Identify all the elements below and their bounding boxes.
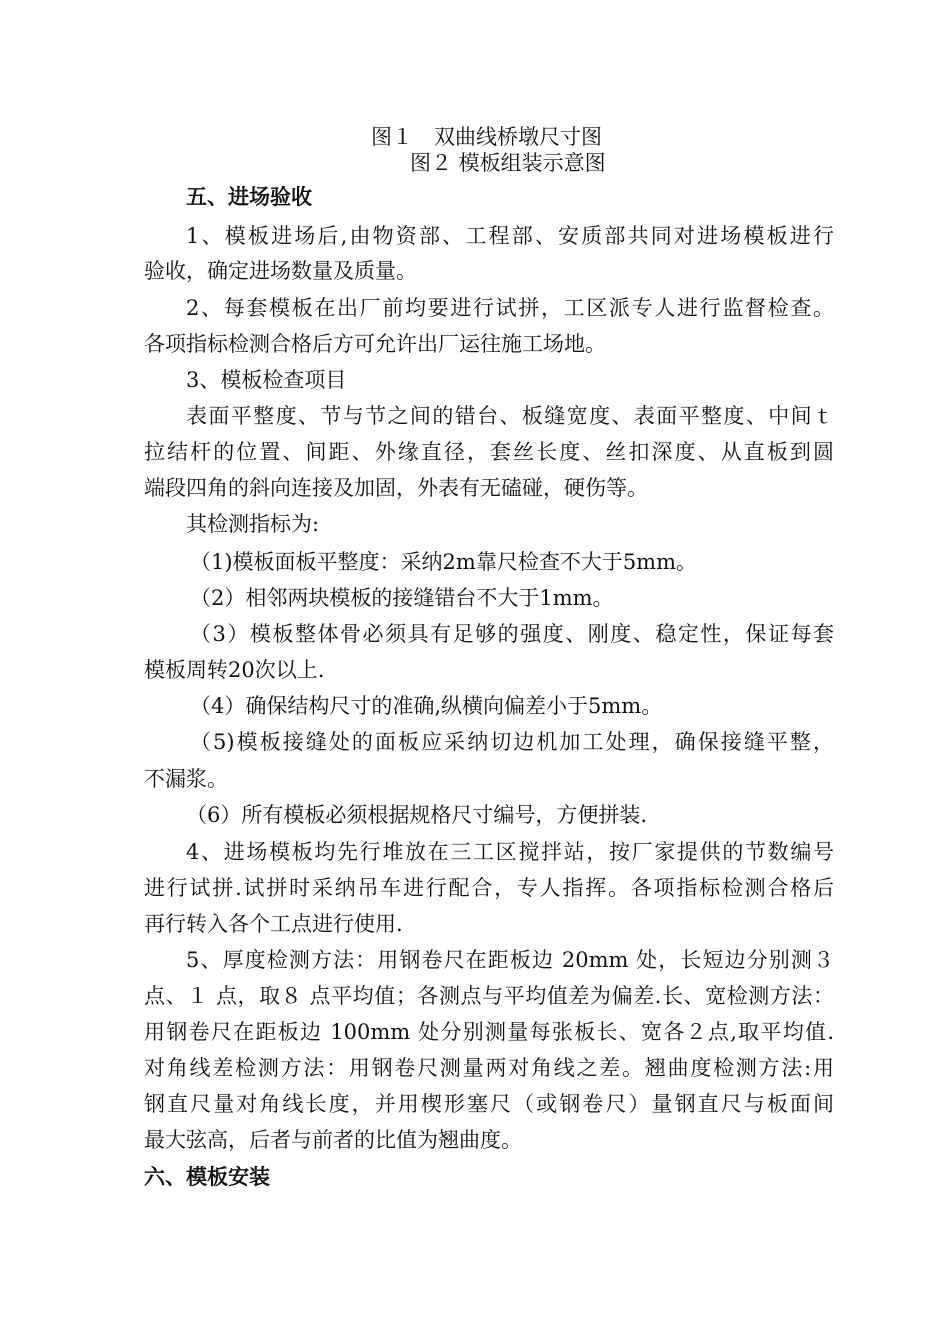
paragraph-line: 各项指标检测合格后方可允许出厂运往施工场地。 — [144, 332, 606, 356]
paragraph-line: 验收，确定进场数量及质量。 — [144, 259, 417, 283]
paragraph-line: （6）所有模板必须根据规格尺寸编号，方便拼装. — [186, 803, 648, 827]
figure-2-caption: 图２ 模板组装示意图 — [410, 151, 606, 175]
paragraph-line: 其检测指标为: — [186, 512, 320, 536]
paragraph-line: 钢直尺量对角线长度，并用楔形塞尺（或钢卷尺）量钢直尺与板面间 — [144, 1092, 834, 1116]
paragraph-line: 模板周转20次以上. — [144, 658, 325, 682]
paragraph-line: 不漏浆。 — [144, 767, 228, 791]
paragraph-line: 表面平整度、节与节之间的错台、板缝宽度、表面平整度、中间ｔ — [186, 404, 834, 428]
paragraph-line: 进行试拼.试拼时采纳吊车进行配合，专人指挥。各项指标检测合格后 — [144, 876, 834, 900]
paragraph-line: 3、模板检查项目 — [186, 368, 347, 392]
paragraph-line: 最大弦高，后者与前者的比值为翘曲度。 — [144, 1128, 522, 1152]
paragraph-line: 4、进场模板均先行堆放在三工区搅拌站，按厂家提供的节数编号 — [186, 840, 834, 864]
section-5-heading: 五、进场验收 — [186, 185, 312, 209]
figure-1-caption: 图１ 双曲线桥墩尺寸图 — [371, 125, 602, 149]
paragraph-line: 端段四角的斜向连接及加固，外表有无磕碰，硬伤等。 — [144, 476, 648, 500]
paragraph-line: 对角线差检测方法：用钢卷尺测量两对角线之差。翘曲度检测方法:用 — [144, 1056, 834, 1080]
paragraph-line: （3）模板整体骨必须具有足够的强度、刚度、稳定性，保证每套 — [190, 622, 834, 646]
paragraph-line: 用钢卷尺在距板边 100mm 处分别测量每张板长、宽各２点,取平均值. — [144, 1020, 834, 1044]
paragraph-line: 5、厚度检测方法：用钢卷尺在距板边 20mm 处，长短边分别测３ — [186, 948, 834, 972]
paragraph-line: 点、１ 点，取８ 点平均值；各测点与平均值差为偏差.长、宽检测方法： — [144, 984, 834, 1008]
paragraph-line: （5)模板接缝处的面板应采纳切边机加工处理，确保接缝平整， — [190, 730, 834, 754]
paragraph-line: 1、模板进场后,由物资部、工程部、安质部共同对进场模板进行 — [186, 224, 834, 248]
paragraph-line: 2、每套模板在出厂前均要进行试拼，工区派专人进行监督检查。 — [186, 296, 834, 320]
paragraph-line: 再行转入各个工点进行使用. — [144, 912, 403, 936]
paragraph-line: （2）相邻两块模板的接缝错台不大于1mm。 — [190, 586, 614, 610]
paragraph-line: （4）确保结构尺寸的准确,纵横向偏差小于5mm。 — [190, 694, 663, 718]
paragraph-line: 拉结杆的位置、间距、外缘直径，套丝长度、丝扣深度、从直板到圆 — [144, 440, 834, 464]
section-6-heading: 六、模板安装 — [144, 1165, 270, 1189]
paragraph-line: （1)模板面板平整度：采纳2m靠尺检查不大于5mm。 — [190, 550, 698, 574]
